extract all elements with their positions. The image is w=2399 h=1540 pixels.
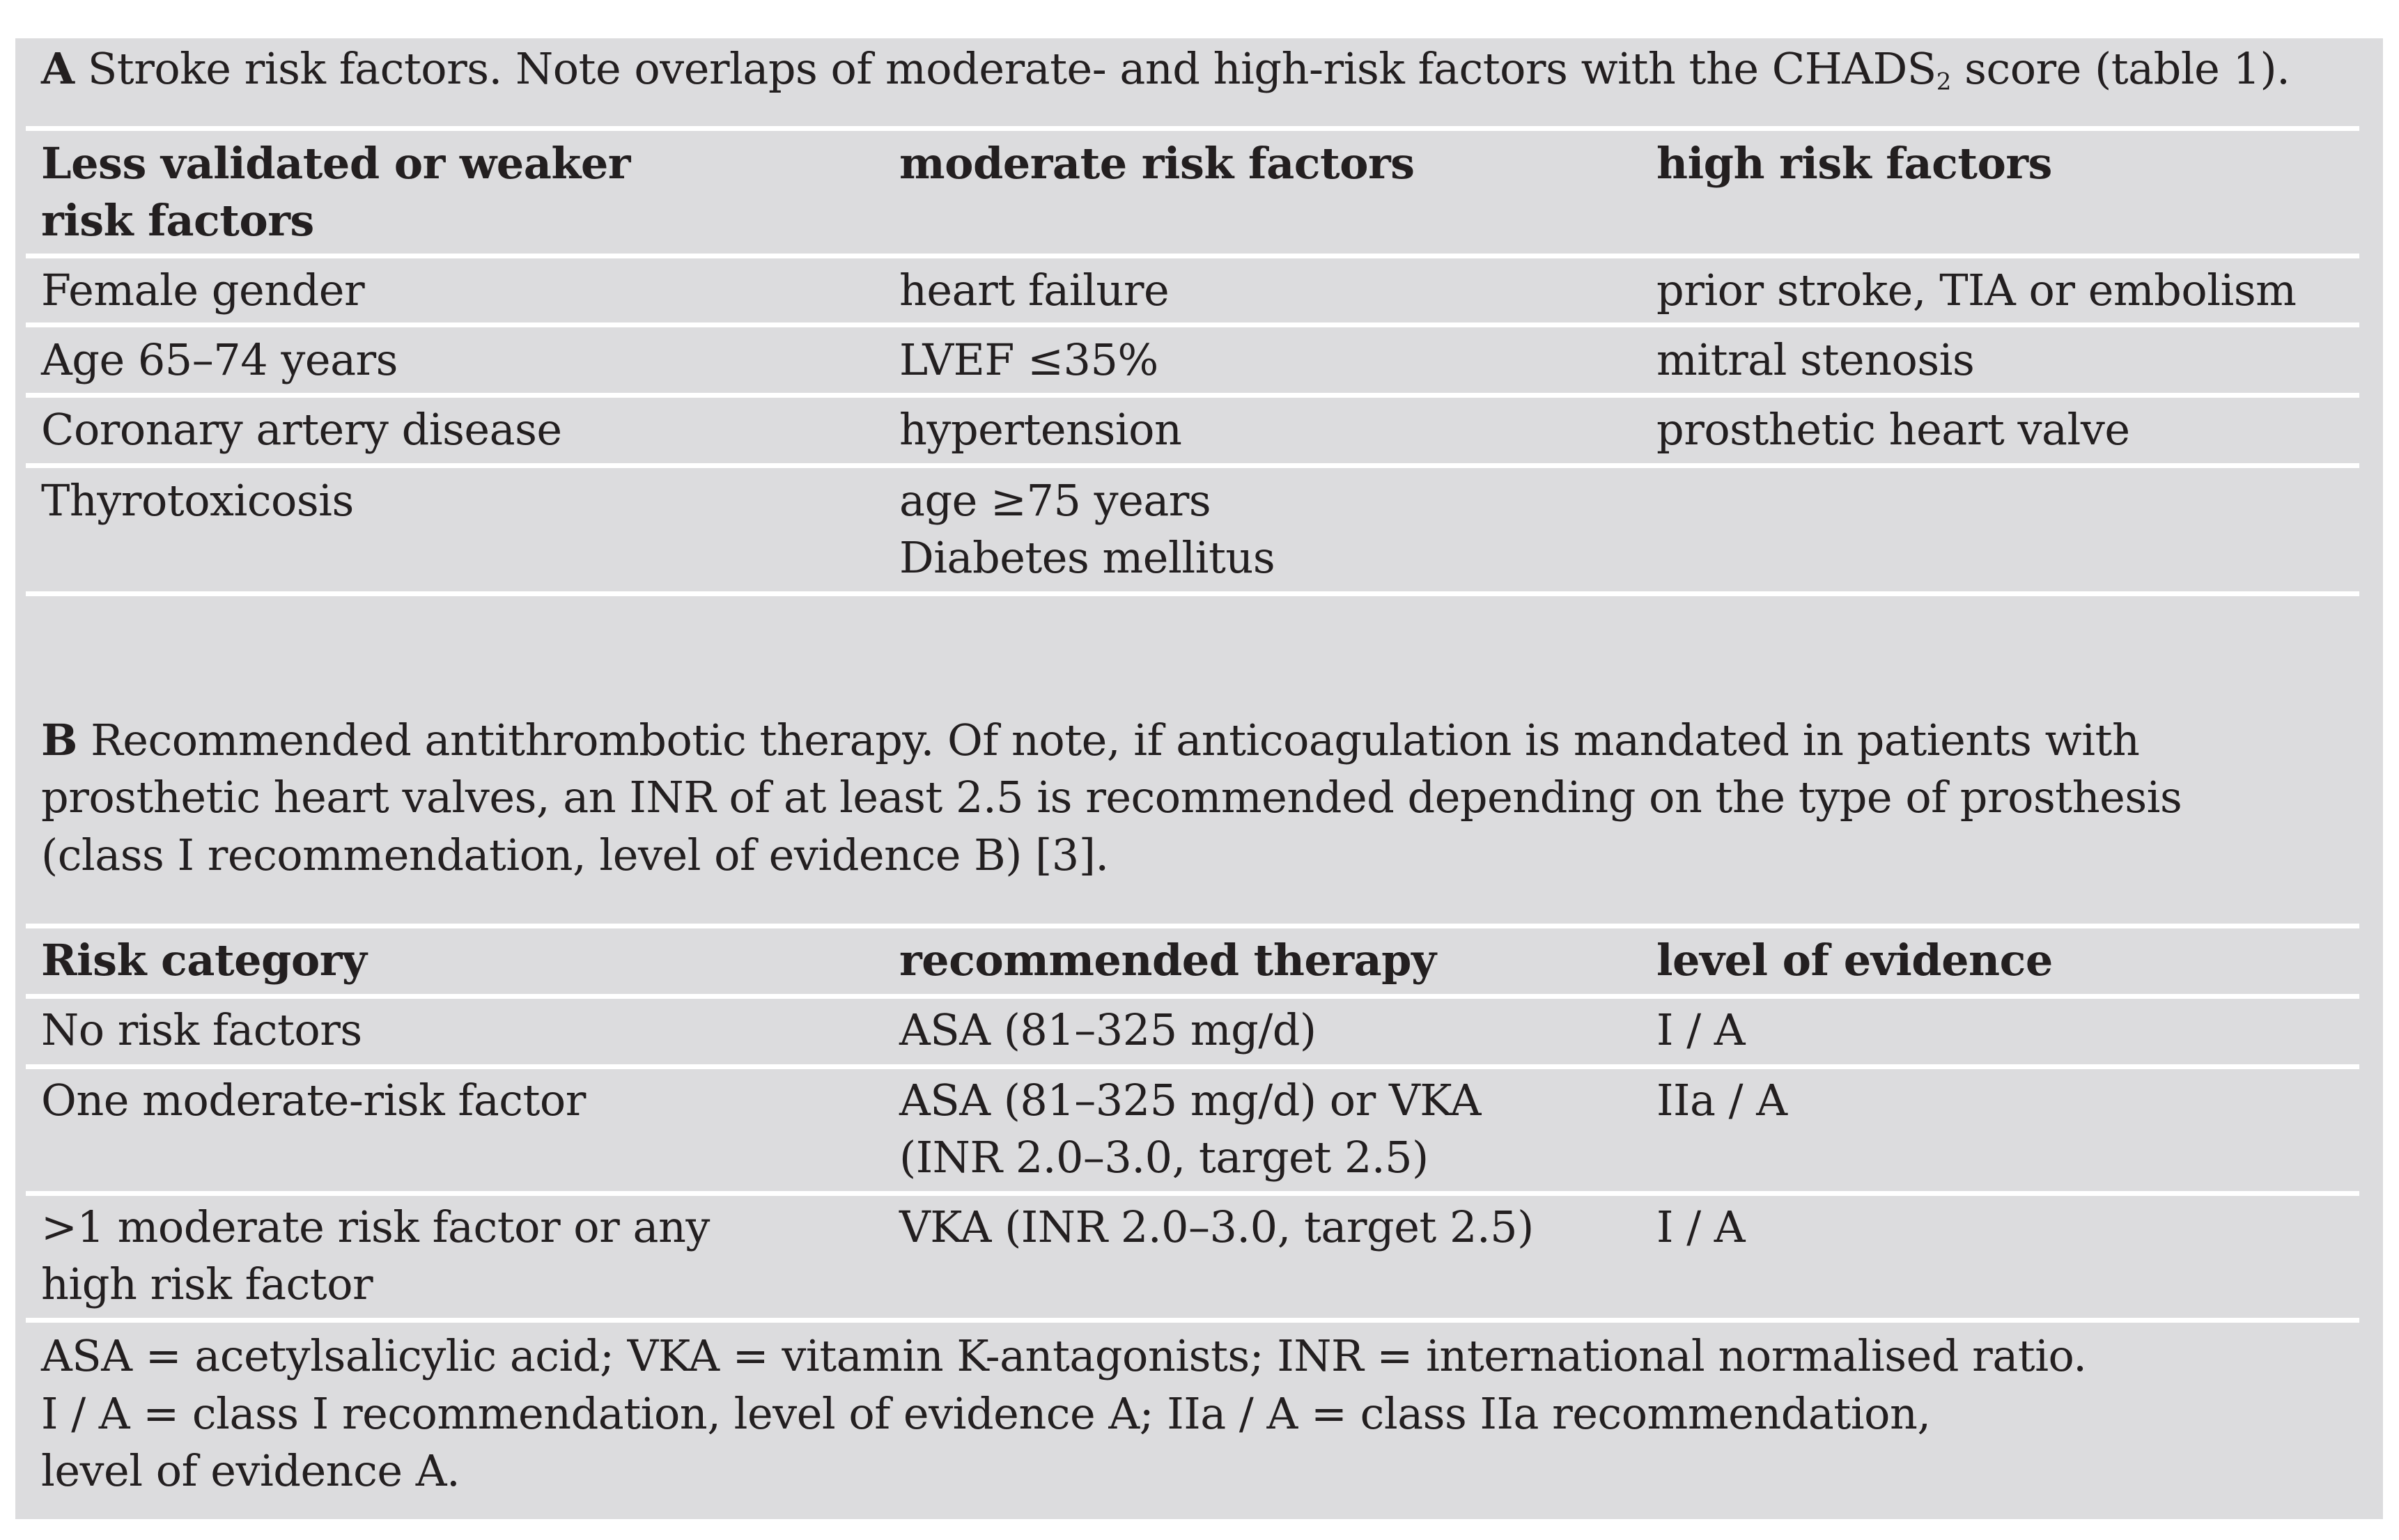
table-cell: One moderate-risk factor [41, 1075, 586, 1126]
footnote-line-2: I / A = class I recommendation, level of evidence A; IIa / A = class IIa recommendation, [41, 1388, 1931, 1439]
table-cell: No risk factors [41, 1004, 362, 1055]
table-cell: LVEF ≤35% [899, 334, 1158, 385]
header-high: high risk factors [1656, 138, 2052, 189]
table-cell: Female gender [41, 265, 365, 316]
section-b-caption-line-1 [41, 712, 2139, 769]
section-b-caption-line-2: prosthetic heart valves, an INR of at least 2.5 is recommended depending on the type of prosthesis [41, 772, 2182, 823]
section-b-label: B [41, 715, 77, 765]
table-cell: age ≥75 years [899, 475, 1211, 526]
divider [26, 322, 2359, 327]
divider [26, 1318, 2359, 1323]
table-cell: ASA (81–325 mg/d) or VKA [899, 1075, 1481, 1126]
table-cell: >1 moderate risk factor or any [41, 1201, 710, 1252]
table-cell: Age 65–74 years [41, 334, 398, 385]
table-cell: prior stroke, TIA or embolism [1656, 265, 2297, 316]
table-cell: VKA (INR 2.0–3.0, target 2.5) [899, 1201, 1534, 1252]
section-b-caption-line-3: (class I recommendation, level of evidence B) [3]. [41, 830, 1109, 880]
divider [26, 1191, 2359, 1196]
caption-text-end: score (table 1). [1950, 43, 2290, 94]
divider [26, 463, 2359, 468]
header-weaker: Less validated or weaker [41, 138, 630, 189]
table-cell: Diabetes mellitus [899, 532, 1275, 583]
divider [26, 924, 2359, 928]
table-cell: I / A [1656, 1004, 1746, 1055]
divider [26, 1064, 2359, 1069]
caption-subscript: 2 [1936, 68, 1951, 96]
divider [26, 994, 2359, 999]
table-cell: IIa / A [1656, 1075, 1787, 1126]
header-therapy: recommended therapy [899, 935, 1436, 986]
caption-text: Stroke risk factors. Note overlaps of moderate- and high-risk factors with the CHADS [74, 43, 1936, 94]
divider [26, 591, 2359, 596]
divider [26, 254, 2359, 258]
table-cell: (INR 2.0–3.0, target 2.5) [899, 1132, 1429, 1183]
footnote-line-3: level of evidence A. [41, 1445, 460, 1496]
footnote-line-1: ASA = acetylsalicylic acid; VKA = vitamin K-antagonists; INR = international normalised ratio. [41, 1330, 2087, 1381]
table-cell: high risk factor [41, 1259, 373, 1309]
table-cell: mitral stenosis [1656, 334, 1975, 385]
table-cell: heart failure [899, 265, 1170, 316]
table-cell: Thyrotoxicosis [41, 475, 354, 526]
divider [26, 126, 2359, 131]
table-cell: hypertension [899, 404, 1182, 455]
header-risk-category: Risk category [41, 935, 367, 986]
table-cell: ASA (81–325 mg/d) [899, 1004, 1317, 1055]
section-a-caption [41, 40, 2290, 98]
header-moderate: moderate risk factors [899, 138, 1415, 189]
section-a-label: A [41, 43, 75, 94]
table-cell: Coronary artery disease [41, 404, 562, 455]
table-cell: prosthetic heart valve [1656, 404, 2130, 455]
header-evidence: level of evidence [1656, 935, 2053, 986]
header-weaker-2: risk factors [41, 195, 314, 246]
divider [26, 393, 2359, 398]
caption-text: Recommended antithrombotic therapy. Of note, if anticoagulation is mandated in patients with [77, 715, 2140, 765]
table-cell: I / A [1656, 1201, 1746, 1252]
